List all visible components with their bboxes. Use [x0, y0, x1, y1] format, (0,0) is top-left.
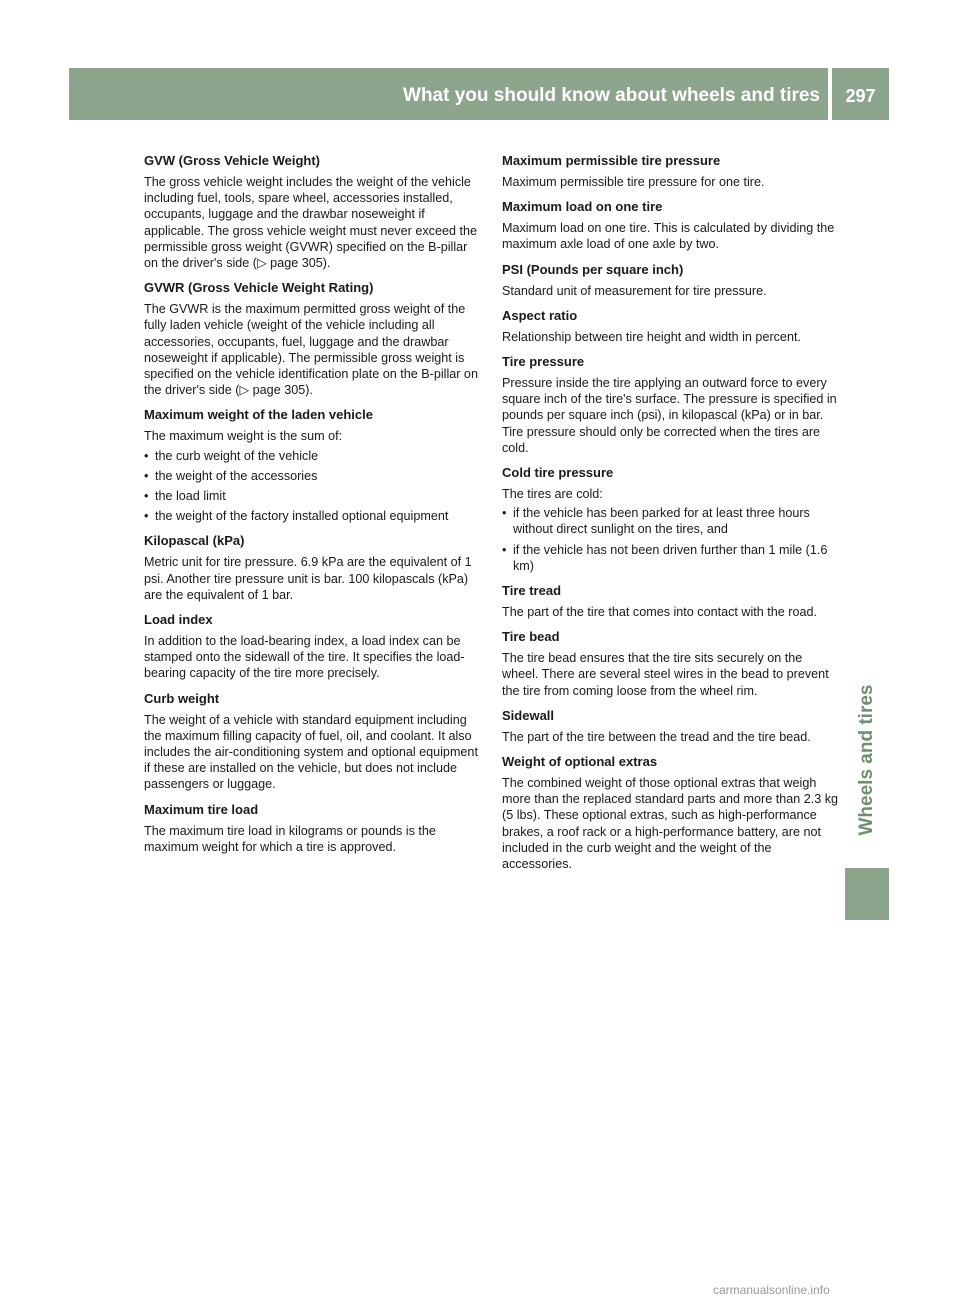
bullet-icon: •	[144, 489, 149, 504]
glossary-definition: The part of the tire that comes into contact with the road.	[502, 605, 818, 620]
glossary-definition: Standard unit of measurement for tire pressure.	[502, 283, 767, 298]
bullet-text: the load limit	[155, 489, 226, 504]
bullet-icon: •	[144, 448, 149, 463]
glossary-definition: The gross vehicle weight includes the weight of the vehicle including fuel, tools, spare wheel, accessories installed, occupants, luggage and the drawbar noseweight if applicable. The gross vehicle weight must never exceed the permissible gross weight (GVWR) specified on the B-pillar on the driver's side (▷ page 305).	[144, 175, 477, 271]
bullet-text: if the vehicle has not been driven further than 1 mile (1.6 km)	[513, 542, 828, 573]
glossary-entry	[502, 198, 840, 252]
glossary-entry	[144, 406, 482, 524]
section-marker-box	[845, 868, 889, 920]
glossary-term: Maximum permissible tire pressure	[502, 153, 721, 168]
glossary-term: Tire tread	[502, 583, 562, 599]
glossary-entry	[502, 152, 840, 190]
glossary-term: PSI (Pounds per square inch)	[502, 261, 684, 277]
glossary-definition: Metric unit for tire pressure. 6.9 kPa are the equivalent of 1 psi. Another tire pressure unit is bar. 100 kilopascals (kPa) are the equivalent of 1 bar.	[144, 555, 472, 602]
glossary-definition: In addition to the load-bearing index, a load index can be stamped onto the sidewall of the tire. It specifies the load-bearing capacity of the tire more precisely.	[144, 634, 465, 681]
page-title: What you should know about wheels and tires	[403, 85, 820, 106]
glossary-entry	[144, 532, 482, 603]
bullet-text: the weight of the accessories	[155, 468, 318, 483]
glossary-definition: Maximum permissible tire pressure for one tire.	[502, 175, 765, 189]
glossary-definition: The tire bead ensures that the tire sits securely on the wheel. There are several steel wires in the bead to prevent the tire from coming loose from the wheel rim.	[502, 651, 829, 698]
bullet-item	[144, 508, 482, 524]
bullet-text: the curb weight of the vehicle	[155, 448, 319, 463]
glossary-definition: The combined weight of those optional extras that weigh more than the replaced standard parts and more than 2.3 kg (5 lbs). These optional extras, such as high-performance brakes, a roof rack or a high-performance battery, are not included in the curb weight and the weight of the accessories.	[502, 776, 839, 872]
bullet-icon: •	[502, 542, 507, 557]
glossary-definition: The weight of a vehicle with standard equipment including the maximum filling capacity of fuel, oil, and coolant. It also includes the air-conditioning system and optional equipment if these are installed on the vehicle, but does not include passengers or luggage.	[144, 712, 478, 792]
glossary-term: GVWR (Gross Vehicle Weight Rating)	[144, 280, 374, 296]
bullet-item	[144, 468, 482, 484]
glossary-entry	[502, 582, 840, 620]
glossary-definition: The part of the tire between the tread and the tire bead.	[502, 729, 811, 744]
bullet-item	[144, 448, 482, 464]
glossary-term: Maximum load on one tire	[502, 199, 663, 215]
glossary-entry	[502, 707, 840, 745]
bullet-icon: •	[144, 509, 149, 524]
glossary-entry	[144, 611, 482, 682]
glossary-entry	[502, 353, 840, 456]
right-column	[502, 152, 840, 880]
bullet-item	[502, 542, 840, 574]
glossary-definition: The GVWR is the maximum permitted gross weight of the fully laden vehicle (weight of the vehicle including all accessories, occupants, fuel, luggage and the drawbar noseweight if applicable). The permissible gross weight is specified on the vehicle identification plate on the B-pillar on the driver's side (▷ page 305).	[144, 302, 478, 398]
glossary-term: Maximum tire load	[144, 801, 259, 817]
glossary-term: Aspect ratio	[502, 307, 578, 323]
glossary-term: Tire bead	[502, 629, 560, 645]
page-number: 297	[832, 68, 889, 120]
bullet-text: if the vehicle has been parked for at least three hours without direct sunlight on the tires, and	[513, 506, 810, 537]
glossary-entry	[144, 279, 482, 398]
glossary-definition: Maximum load on one tire. This is calculated by dividing the maximum axle load of one axle by two.	[502, 221, 835, 252]
section-side-tab: Wheels and tires	[856, 684, 877, 836]
glossary-entry	[502, 261, 840, 299]
glossary-entry	[144, 690, 482, 793]
glossary-term: Tire pressure	[502, 354, 585, 370]
glossary-term: Maximum weight of the laden vehicle	[144, 407, 373, 423]
glossary-term: Kilopascal (kPa)	[144, 533, 245, 549]
glossary-definition: Pressure inside the tire applying an outward force to every square inch of the tire's surface. The pressure is specified in pounds per square inch (psi), in kilopascal (kPa) or in bar. Tire pressure should only be corrected when the tires are cold.	[502, 376, 837, 455]
glossary-entry	[502, 628, 840, 699]
glossary-term: Cold tire pressure	[502, 465, 614, 481]
bullet-icon: •	[144, 468, 149, 483]
bullet-list	[502, 505, 840, 574]
glossary-entry	[502, 307, 840, 345]
bullet-item	[502, 505, 840, 537]
bullet-icon: •	[502, 506, 507, 521]
left-column	[144, 152, 482, 863]
glossary-term: GVW (Gross Vehicle Weight)	[144, 153, 321, 168]
glossary-entry	[502, 753, 840, 872]
glossary-term: Weight of optional extras	[502, 754, 658, 770]
glossary-term: Sidewall	[502, 707, 555, 723]
watermark: carmanualsonline.info	[713, 1283, 830, 1297]
glossary-entry	[144, 152, 482, 271]
glossary-entry	[144, 801, 482, 855]
glossary-entry	[502, 464, 840, 574]
glossary-definition: Relationship between tire height and width in percent.	[502, 329, 801, 344]
glossary-term: Curb weight	[144, 690, 220, 706]
glossary-definition: The maximum tire load in kilograms or pounds is the maximum weight for which a tire is approved.	[144, 823, 436, 854]
glossary-term: Load index	[144, 612, 213, 628]
bullet-list	[144, 448, 482, 525]
bullet-item	[144, 488, 482, 504]
glossary-definition: The maximum weight is the sum of:	[144, 429, 343, 444]
bullet-text: the weight of the factory installed optional equipment	[155, 509, 449, 524]
glossary-definition: The tires are cold:	[502, 487, 603, 502]
